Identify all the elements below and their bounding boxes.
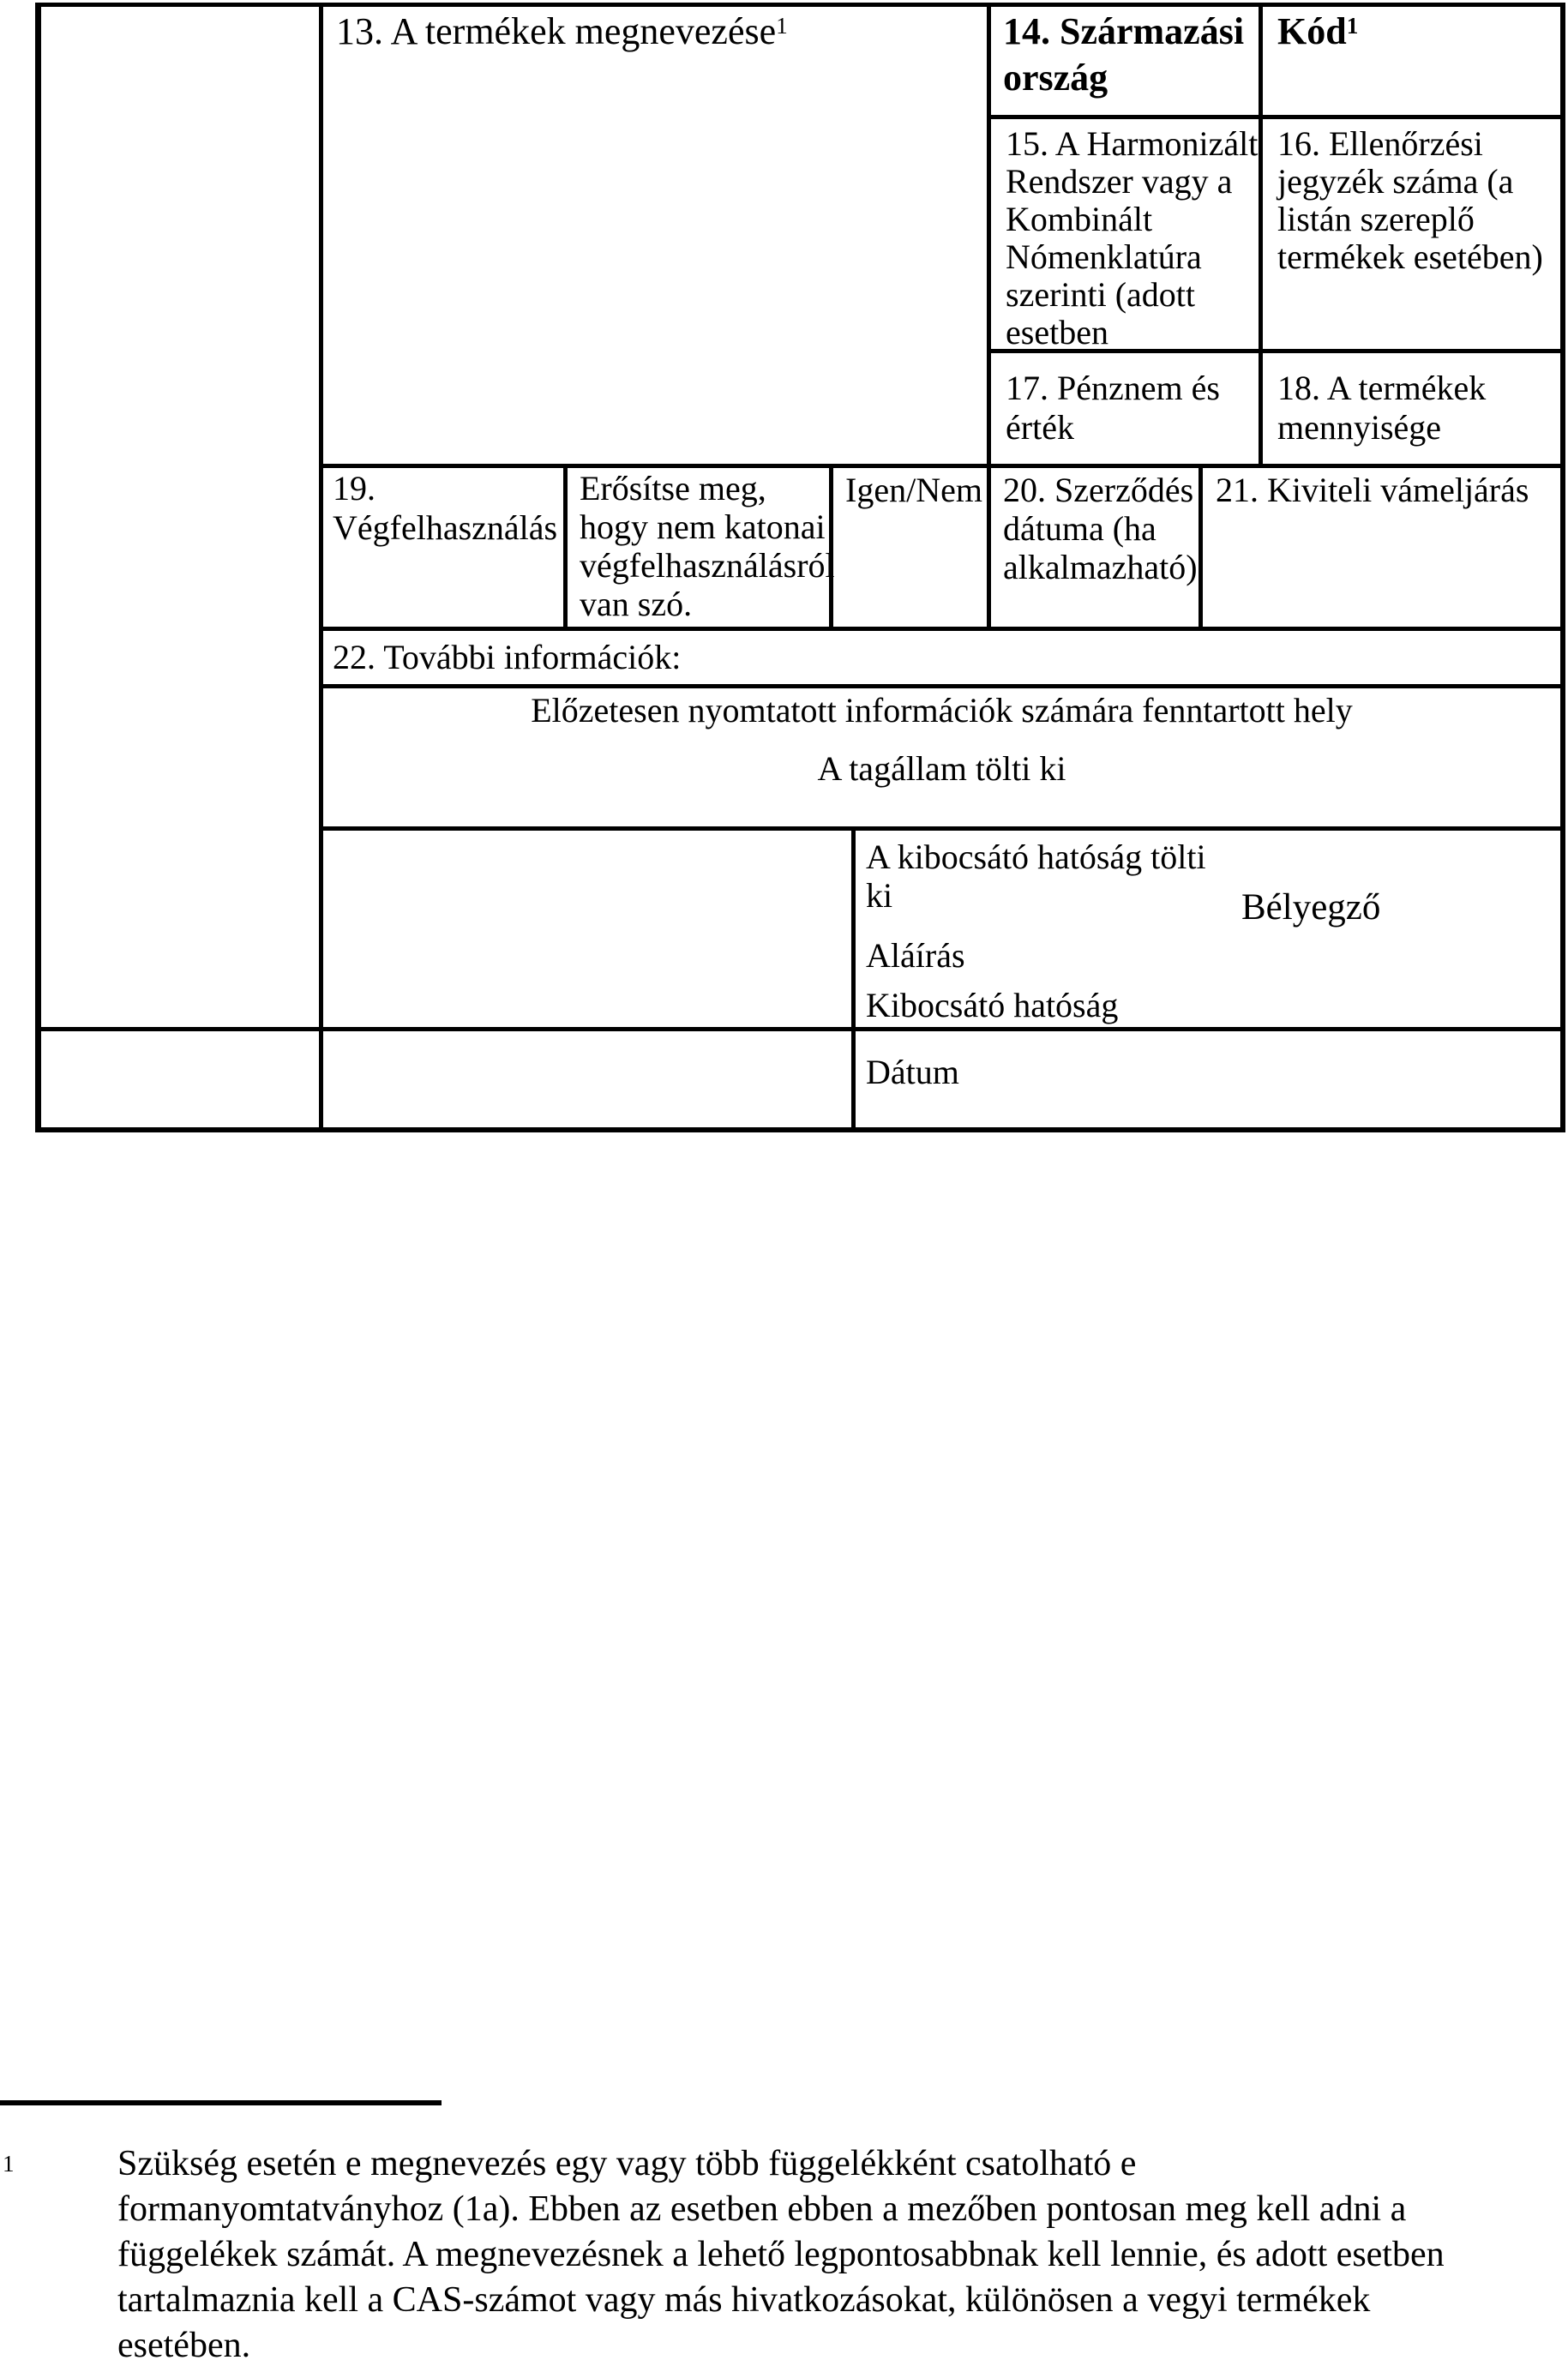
field-21-export-customs-label: 21. Kiviteli vámeljárás (1216, 471, 1529, 509)
signature-label: Aláírás (866, 936, 965, 975)
member-state-fills-line: A tagállam tölti ki (817, 749, 1066, 788)
field-19-confirm-label (580, 469, 835, 623)
field-19-confirm-line-2: hogy nem katonai (580, 507, 826, 546)
stamp-label: Bélyegző (1241, 887, 1381, 928)
field-13-footnote-ref: 1 (776, 12, 788, 39)
field-20-line-1: 20. Szerződés (1003, 471, 1194, 509)
table-column3-border (1259, 3, 1263, 465)
field-16-line-2: jegyzék száma (a (1277, 162, 1514, 201)
field-16-line-3: listán szereplő (1277, 200, 1475, 238)
field-16-control-list-label (1277, 125, 1543, 276)
date-label: Dátum (866, 1053, 959, 1091)
table-column1-border (319, 3, 323, 1132)
table-left-thick-border (35, 3, 41, 1132)
row-border-under-17-18 (319, 464, 1565, 468)
field-18-line-2: mennyisége (1277, 408, 1442, 447)
field-20-contract-date-label (1003, 471, 1198, 586)
field-16-line-4: termékek esetében) (1277, 237, 1543, 276)
field-15-line-1: 15. A Harmonizált (1006, 124, 1259, 163)
field-19-confirm-line-1: Erősítse meg, (580, 469, 766, 507)
field-20-line-3: alkalmazható) (1003, 548, 1198, 586)
field-17-line-1: 17. Pénznem és (1006, 369, 1220, 407)
field-15-line-4: Nómenklatúra (1006, 237, 1202, 276)
row19-divider-1 (563, 464, 568, 631)
field-15-line-2: Rendszer vagy a (1006, 162, 1233, 201)
field-15-hs-nomenclature-label (1006, 125, 1258, 351)
field-14-line-1: 14. Származási (1003, 10, 1245, 52)
field-15-line-6: esetben (1006, 313, 1108, 351)
field-19-yes-no-label: Igen/Nem (845, 471, 982, 509)
field-kod-footnote-ref: 1 (1346, 12, 1359, 39)
footnote-line-5: esetében. (117, 2326, 251, 2360)
field-15-line-3: Kombinált (1006, 200, 1153, 238)
row-border-under-issuing (35, 1027, 1565, 1031)
footnote-line-3: függelékek számát. A megnevezésnek a lehető legpontosabbnak kell lennie, és adott esetben (117, 2235, 1445, 2274)
field-19-end-use-label (333, 469, 557, 548)
table-top-border (35, 3, 1565, 7)
field-17-currency-value-label (1006, 369, 1220, 447)
footnote-line-1: Szükség esetén e megnevezés egy vagy több függelékként csatolható e (117, 2144, 1137, 2183)
field-19-confirm-line-3: végfelhasználásról (580, 546, 835, 585)
issuing-block-divider (851, 826, 856, 1132)
preprinted-info-line: Előzetesen nyomtatott információk számára fenntartott hely (531, 691, 1353, 730)
field-14-origin-country-label (1003, 9, 1244, 101)
field-16-line-1: 16. Ellenőrzési (1277, 124, 1483, 163)
field-15-line-5: szerinti (adott (1006, 275, 1196, 314)
footnote-separator-rule (0, 2100, 442, 2105)
issuing-fills-line-1: A kibocsátó hatóság tölti (866, 838, 1206, 876)
footnote-line-2: formanyomtatványhoz (1a). Ebben az esetben ebben a mezőben pontosan meg kell adni a (117, 2189, 1407, 2229)
row19-divider-3 (1199, 464, 1203, 631)
field-19-confirm-line-4: van szó. (580, 585, 693, 623)
field-kod-label (1277, 9, 1358, 59)
field-18-line-1: 18. A termékek (1277, 369, 1487, 407)
table-right-border (1560, 3, 1565, 1132)
row-border-under-22 (319, 684, 1565, 688)
field-18-quantity-label (1277, 369, 1486, 447)
field-13-products-label (336, 9, 788, 59)
row-border-under-14 (987, 115, 1565, 119)
field-19-line-2: Végfelhasználás (333, 508, 558, 547)
field-17-line-2: érték (1006, 408, 1074, 447)
footnote-line-4: tartalmaznia kell a CAS-számot vagy más hivatkozásokat, különösen a vegyi termékek (117, 2280, 1371, 2320)
table-bottom-border (35, 1127, 1565, 1132)
field-14-line-2: ország (1003, 57, 1108, 99)
field-20-line-2: dátuma (ha (1003, 509, 1156, 548)
field-13-text: 13. A termékek megnevezése (336, 10, 777, 52)
row-border-under-preprinted (319, 826, 1565, 831)
issuing-authority-fills-label (866, 838, 1206, 915)
field-22-additional-info-label: 22. További információk: (333, 638, 682, 676)
table-column2-border (987, 3, 991, 628)
row-border-under-19 (319, 627, 1565, 631)
issuing-authority-label: Kibocsátó hatóság (866, 986, 1119, 1024)
field-kod-text: Kód (1277, 10, 1347, 52)
field-19-line-1: 19. (333, 469, 375, 507)
footnote-marker: 1 (3, 2151, 15, 2177)
issuing-fills-line-2: ki (866, 876, 893, 915)
